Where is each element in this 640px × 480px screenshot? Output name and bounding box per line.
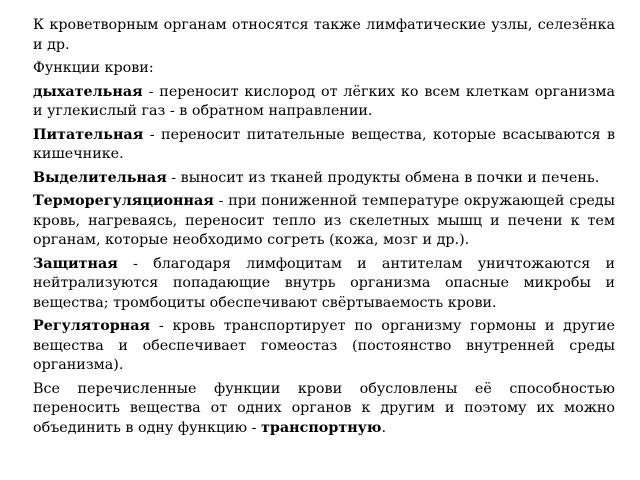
function-term: Терморегуляционная xyxy=(33,193,214,209)
function-regulatory xyxy=(33,317,615,376)
conclusion-end: . xyxy=(381,419,387,436)
conclusion-paragraph xyxy=(33,380,615,439)
function-term: Защитная xyxy=(33,255,118,272)
conclusion-term: транспортную xyxy=(261,419,382,436)
document-body xyxy=(33,16,615,442)
function-thermoregulatory xyxy=(33,192,615,251)
function-description: - благодаря лимфоцитам и антителам уничтожаются и нейтрализуются попадающие внутрь организма опасные микробы и вещества; тромбоциты обеспечивают свёртываемость крови. xyxy=(33,255,615,311)
function-protective xyxy=(33,255,615,314)
function-nutritive xyxy=(33,126,615,165)
function-term: Регуляторная xyxy=(33,318,151,334)
conclusion-text: Все перечисленные функции крови обусловлены её способностью переносить вещества от одних органов к другим и поэтому их можно объединить в одну функцию - xyxy=(33,380,615,436)
function-term: дыхательная xyxy=(33,83,143,100)
function-description: - выносит из тканей продукты обмена в почки и печень. xyxy=(166,169,600,186)
functions-heading: Функции крови: xyxy=(33,60,154,76)
function-excretory xyxy=(33,169,615,189)
function-term: Питательная xyxy=(33,126,144,143)
function-description: - при пониженной температуре окружающей среды кровь, нагреваясь, переносит тепло из скелетных мышц и печени к тем органам, которые необходимо согреть (кожа, мозг и др.). xyxy=(33,193,615,248)
function-respiratory xyxy=(33,83,615,122)
function-term: Выделительная xyxy=(33,169,167,186)
function-description: - переносит кислород от лёгких ко всем клеткам организма и углекислый газ - в обратном направлении. xyxy=(33,83,615,119)
function-description: - переносит питательные вещества, которые всасываются в кишечнике. xyxy=(33,126,615,162)
function-description: - кровь транспортирует по организму гормоны и другие вещества и обеспечивает гомеостаз (постоянство внутренней среды организма). xyxy=(33,318,615,373)
intro-paragraph: К кроветворным органам относятся также лимфатические узлы, селезёнка и др. xyxy=(33,17,615,53)
